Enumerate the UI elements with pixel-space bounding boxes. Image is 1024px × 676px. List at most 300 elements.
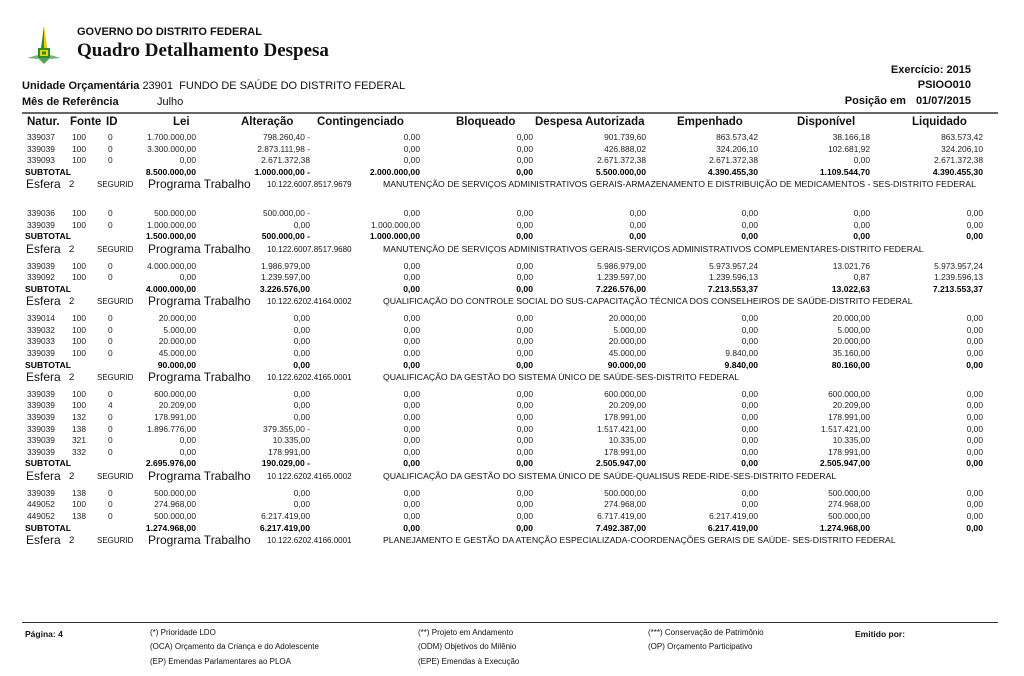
cell-despesa-autorizada: 500.000,00 <box>604 487 646 498</box>
cell-disponivel: 38.166,18 <box>832 132 870 142</box>
cell-contingenciado: 1.000.000,00 <box>371 219 420 230</box>
programa-trabalho-label: Programa Trabalho <box>148 294 251 309</box>
cell-fonte: 138 <box>72 487 86 498</box>
cell-despesa-autorizada: 274.968,00 <box>604 499 646 510</box>
table-row <box>0 447 1024 458</box>
cell-id: 0 <box>108 423 113 434</box>
cell-fonte: 100 <box>72 400 86 411</box>
cell-lei: 500.000,00 <box>154 487 196 498</box>
table-row <box>0 488 1024 499</box>
cell-alteracao: 0,00 <box>293 347 310 358</box>
programa-code: 10.122.6202.4165.0001 <box>267 372 352 382</box>
legend-item: (ODM) Objetivos do Milênio <box>418 642 517 651</box>
cell-bloqueado: 0,00 <box>516 132 533 142</box>
cell-alteracao: 1.986.979,00 <box>261 260 310 271</box>
subtotal-lei: 4.000.000,00 <box>145 283 196 294</box>
cell-bloqueado: 0,00 <box>516 388 533 399</box>
cell-disponivel: 500.000,00 <box>828 487 870 498</box>
cell-empenhado: 0,00 <box>741 388 758 399</box>
gdf-logo-icon <box>27 26 61 66</box>
cell-id: 0 <box>108 272 113 283</box>
cell-id: 0 <box>108 208 113 219</box>
cell-liquidado: 0,00 <box>966 347 983 358</box>
cell-disponivel: 1.517.421,00 <box>821 423 870 434</box>
cell-empenhado: 6.217.419,00 <box>709 510 758 521</box>
esfera-label: Esfera <box>26 468 61 483</box>
cell-despesa-autorizada: 20.209,00 <box>608 400 646 411</box>
cell-natur: 339093 <box>27 155 55 166</box>
cell-disponivel: 178.991,00 <box>828 412 870 422</box>
cell-bloqueado: 0,00 <box>516 313 533 324</box>
cell-despesa-autorizada: 45.000,00 <box>608 347 646 358</box>
subtotal-label: SUBTOTAL <box>25 522 71 533</box>
col-disponivel: Disponível <box>797 116 856 128</box>
cell-empenhado: 2.671.372,38 <box>709 155 758 166</box>
subtotal-empenhado: 9.840,00 <box>724 359 758 370</box>
legend-item: (OP) Orçamento Participativo <box>648 642 753 651</box>
table-row <box>0 412 1024 423</box>
col-bloqueado: Bloqueado <box>456 116 516 128</box>
cell-empenhado: 0,00 <box>741 487 758 498</box>
cell-despesa-autorizada: 178.991,00 <box>604 412 646 422</box>
subtotal-empenhado: 0,00 <box>741 458 758 469</box>
cell-natur: 339039 <box>27 260 55 271</box>
subtotal-alteracao: 190.029,00 - <box>261 458 310 469</box>
cell-bloqueado: 0,00 <box>516 435 533 446</box>
unidade-name: FUNDO DE SAÚDE DO DISTRITO FEDERAL <box>179 80 406 92</box>
report-code: PSIOO010 <box>917 79 971 91</box>
cell-natur: 449052 <box>27 510 55 521</box>
cell-natur: 339039 <box>27 400 55 411</box>
cell-bloqueado: 0,00 <box>516 400 533 411</box>
cell-disponivel: 178.991,00 <box>828 446 870 457</box>
subtotal-lei: 1.274.968,00 <box>145 522 196 533</box>
subtotal-bloqueado: 0,00 <box>516 231 533 242</box>
table-row <box>0 348 1024 359</box>
table-row <box>0 220 1024 231</box>
cell-fonte: 100 <box>72 219 86 230</box>
subtotal-empenhado: 6.217.419,00 <box>707 522 758 533</box>
cell-lei: 45.000,00 <box>158 347 196 358</box>
cell-natur: 339039 <box>27 388 55 399</box>
cell-empenhado: 863.573,42 <box>716 132 758 142</box>
cell-despesa-autorizada: 426.888,02 <box>604 143 646 154</box>
cell-despesa-autorizada: 1.239.597,00 <box>597 272 646 283</box>
subtotal-bloqueado: 0,00 <box>516 166 533 177</box>
cell-alteracao: 798.260,40 - <box>262 132 310 142</box>
cell-disponivel: 600.000,00 <box>828 388 870 399</box>
cell-contingenciado: 0,00 <box>403 499 420 510</box>
cell-fonte: 100 <box>72 260 86 271</box>
programa-description: QUALIFICAÇÃO DO CONTROLE SOCIAL DO SUS-CAPACITAÇÃO TÉCNICA DOS CONSELHEIROS DE SAÚDE-DISTRITO FEDERAL <box>383 296 913 307</box>
subtotal-bloqueado: 0,00 <box>516 283 533 294</box>
cell-bloqueado: 0,00 <box>516 260 533 271</box>
mes-referencia <box>22 96 184 108</box>
esfera-label: Esfera <box>26 532 61 547</box>
cell-lei: 4.000.000,00 <box>147 260 196 271</box>
subtotal-disponivel: 1.274.968,00 <box>819 522 870 533</box>
col-id: ID <box>106 116 118 128</box>
legend-item: (EP) Emendas Parlamentares ao PLOA <box>150 657 291 666</box>
cell-lei: 20.000,00 <box>158 336 196 347</box>
cell-contingenciado: 0,00 <box>403 208 420 219</box>
cell-fonte: 138 <box>72 423 86 434</box>
subtotal-label: SUBTOTAL <box>25 359 71 370</box>
cell-natur: 339039 <box>27 435 55 446</box>
cell-despesa-autorizada: 2.671.372,38 <box>597 155 646 166</box>
cell-contingenciado: 0,00 <box>403 435 420 446</box>
legend-item: (EPE) Emendas à Execução <box>418 657 520 666</box>
cell-liquidado: 324.206,10 <box>941 143 983 154</box>
cell-despesa-autorizada: 6.717.419,00 <box>597 510 646 521</box>
cell-contingenciado: 0,00 <box>403 260 420 271</box>
cell-bloqueado: 0,00 <box>516 272 533 283</box>
cell-alteracao: 2.671.372,38 <box>261 155 310 166</box>
esfera-label: Esfera <box>26 241 61 256</box>
esfera-segment: SEGURID <box>97 180 134 190</box>
cell-fonte: 100 <box>72 499 86 510</box>
emitido-por: Emitido por: <box>855 629 906 639</box>
subtotal-contingenciado: 0,00 <box>403 522 420 533</box>
cell-lei: 600.000,00 <box>154 388 196 399</box>
cell-alteracao: 0,00 <box>293 412 310 422</box>
subtotal-liquidado: 0,00 <box>966 231 983 242</box>
cell-fonte: 100 <box>72 388 86 399</box>
subtotal-disponivel: 1.109.544,70 <box>819 166 870 177</box>
cell-natur: 339039 <box>27 412 55 422</box>
subtotal-despesa-autorizada: 2.505.947,00 <box>595 458 646 469</box>
cell-liquidado: 0,00 <box>966 313 983 324</box>
cell-disponivel: 35.160,00 <box>832 347 870 358</box>
cell-id: 0 <box>108 260 113 271</box>
cell-despesa-autorizada: 5.000,00 <box>613 324 646 335</box>
esfera-number: 2 <box>69 470 75 482</box>
cell-liquidado: 0,00 <box>966 208 983 219</box>
esfera-number: 2 <box>69 534 75 546</box>
cell-id: 0 <box>108 336 113 347</box>
cell-id: 0 <box>108 143 113 154</box>
posicao-label: Posição em <box>844 95 906 107</box>
cell-lei: 500.000,00 <box>154 510 196 521</box>
cell-bloqueado: 0,00 <box>516 324 533 335</box>
cell-alteracao: 1.239.597,00 <box>261 272 310 283</box>
cell-despesa-autorizada: 0,00 <box>629 208 646 219</box>
subtotal-label: SUBTOTAL <box>25 231 71 242</box>
cell-id: 0 <box>108 412 113 422</box>
cell-empenhado: 0,00 <box>741 208 758 219</box>
programa-code: 10.122.6007.8517.9679 <box>267 180 352 190</box>
cell-fonte: 132 <box>72 412 86 422</box>
subtotal-liquidado: 0,00 <box>966 359 983 370</box>
subtotal-lei: 8.500.000,00 <box>145 166 196 177</box>
subtotal-label: SUBTOTAL <box>25 166 71 177</box>
subtotal-contingenciado: 0,00 <box>403 359 420 370</box>
col-alteracao: Alteração <box>241 116 294 128</box>
subtotal-lei: 90.000,00 <box>157 359 196 370</box>
cell-bloqueado: 0,00 <box>516 219 533 230</box>
esfera-number: 2 <box>69 371 75 383</box>
cell-lei: 1.896.776,00 <box>147 423 196 434</box>
cell-fonte: 100 <box>72 272 86 283</box>
cell-despesa-autorizada: 20.000,00 <box>608 336 646 347</box>
subtotal-alteracao: 3.226.576,00 <box>259 283 310 294</box>
esfera-segment: SEGURID <box>97 372 134 382</box>
cell-alteracao: 2.873.111,98 - <box>257 143 310 154</box>
cell-id: 0 <box>108 487 113 498</box>
page-value: 4 <box>58 629 63 639</box>
cell-alteracao: 178.991,00 <box>268 446 310 457</box>
cell-alteracao: 0,00 <box>293 400 310 411</box>
subtotal-alteracao: 6.217.419,00 <box>259 522 310 533</box>
cell-disponivel: 0,00 <box>853 155 870 166</box>
programa-description: QUALIFICAÇÃO DA GESTÃO DO SISTEMA ÚNICO DE SAÚDE-QUALISUS REDE-RIDE-SES-DISTRITO FEDERAL <box>383 470 837 481</box>
subtotal-label: SUBTOTAL <box>25 283 71 294</box>
cell-alteracao: 0,00 <box>293 336 310 347</box>
subtotal-empenhado: 4.390.455,30 <box>707 166 758 177</box>
cell-id: 0 <box>108 446 113 457</box>
programa-trabalho-label: Programa Trabalho <box>148 369 251 384</box>
cell-empenhado: 9.840,00 <box>725 347 758 358</box>
cell-id: 0 <box>108 132 113 142</box>
cell-contingenciado: 0,00 <box>403 155 420 166</box>
cell-contingenciado: 0,00 <box>403 347 420 358</box>
cell-alteracao: 379.355,00 - <box>262 423 310 434</box>
subtotal-empenhado: 0,00 <box>741 231 758 242</box>
cell-alteracao: 0,00 <box>293 388 310 399</box>
subtotal-bloqueado: 0,00 <box>516 458 533 469</box>
cell-disponivel: 274.968,00 <box>828 499 870 510</box>
col-fonte: Fonte <box>70 116 102 128</box>
esfera-segment: SEGURID <box>97 244 134 254</box>
cell-bloqueado: 0,00 <box>516 155 533 166</box>
cell-contingenciado: 0,00 <box>403 324 420 335</box>
cell-lei: 274.968,00 <box>154 499 196 510</box>
cell-despesa-autorizada: 600.000,00 <box>604 388 646 399</box>
cell-liquidado: 0,00 <box>966 324 983 335</box>
cell-disponivel: 10.335,00 <box>832 435 870 446</box>
legend-item: (***) Conservação de Patrimônio <box>648 628 764 637</box>
mes-value: Julho <box>157 96 184 108</box>
cell-despesa-autorizada: 901.739,60 <box>604 132 646 142</box>
programa-trabalho-label: Programa Trabalho <box>148 468 251 483</box>
cell-contingenciado: 0,00 <box>403 510 420 521</box>
subtotal-bloqueado: 0,00 <box>516 522 533 533</box>
cell-id: 0 <box>108 499 113 510</box>
esfera-segment: SEGURID <box>97 471 134 481</box>
table-row <box>0 389 1024 400</box>
cell-contingenciado: 0,00 <box>403 313 420 324</box>
cell-fonte: 100 <box>72 208 86 219</box>
table-row <box>0 499 1024 510</box>
cell-disponivel: 5.000,00 <box>837 324 870 335</box>
unidade-orcamentaria <box>22 80 405 92</box>
cell-lei: 1.000.000,00 <box>147 219 196 230</box>
esfera-number: 2 <box>69 243 75 255</box>
cell-disponivel: 500.000,00 <box>828 510 870 521</box>
cell-bloqueado: 0,00 <box>516 208 533 219</box>
cell-lei: 1.700.000,00 <box>147 132 196 142</box>
legend-item: (OCA) Orçamento da Criança e do Adolescente <box>150 642 319 651</box>
cell-disponivel: 0,87 <box>853 272 870 283</box>
page-label: Página: <box>25 629 56 639</box>
cell-fonte: 332 <box>72 446 86 457</box>
exercicio: Exercício: 2015 <box>890 64 971 76</box>
cell-contingenciado: 0,00 <box>403 143 420 154</box>
col-contingenciado: Contingenciado <box>317 116 404 128</box>
cell-natur: 339039 <box>27 143 55 154</box>
cell-liquidado: 0,00 <box>966 412 983 422</box>
cell-contingenciado: 0,00 <box>403 487 420 498</box>
cell-despesa-autorizada: 0,00 <box>629 219 646 230</box>
cell-empenhado: 0,00 <box>741 435 758 446</box>
programa-trabalho-label: Programa Trabalho <box>148 177 251 192</box>
table-row <box>0 435 1024 446</box>
page-number <box>25 629 63 639</box>
cell-fonte: 100 <box>72 324 86 335</box>
footer-divider <box>22 622 998 623</box>
subtotal-liquidado: 4.390.455,30 <box>932 166 983 177</box>
cell-id: 0 <box>108 155 113 166</box>
cell-liquidado: 5.973.957,24 <box>934 260 983 271</box>
subtotal-despesa-autorizada: 90.000,00 <box>607 359 646 370</box>
programa-code: 10.122.6202.4165.0002 <box>267 471 352 481</box>
cell-empenhado: 1.239.596,13 <box>709 272 758 283</box>
subtotal-bloqueado: 0,00 <box>516 359 533 370</box>
cell-natur: 449052 <box>27 499 55 510</box>
table-row <box>0 313 1024 324</box>
cell-fonte: 138 <box>72 510 86 521</box>
cell-lei: 0,00 <box>179 272 196 283</box>
cell-disponivel: 20.000,00 <box>832 313 870 324</box>
subtotal-contingenciado: 0,00 <box>403 283 420 294</box>
subtotal-despesa-autorizada: 5.500.000,00 <box>595 166 646 177</box>
cell-lei: 500.000,00 <box>154 208 196 219</box>
cell-disponivel: 0,00 <box>853 219 870 230</box>
cell-liquidado: 0,00 <box>966 487 983 498</box>
cell-liquidado: 0,00 <box>966 435 983 446</box>
cell-empenhado: 324.206,10 <box>716 143 758 154</box>
subtotal-disponivel: 0,00 <box>853 231 870 242</box>
subtotal-despesa-autorizada: 7.226.576,00 <box>595 283 646 294</box>
cell-disponivel: 20.000,00 <box>832 336 870 347</box>
subtotal-contingenciado: 2.000.000,00 <box>369 166 420 177</box>
cell-bloqueado: 0,00 <box>516 423 533 434</box>
cell-despesa-autorizada: 20.000,00 <box>608 313 646 324</box>
cell-contingenciado: 0,00 <box>403 132 420 142</box>
cell-empenhado: 5.973.957,24 <box>709 260 758 271</box>
cell-contingenciado: 0,00 <box>403 412 420 422</box>
posicao <box>845 95 971 107</box>
cell-lei: 0,00 <box>179 435 196 446</box>
cell-fonte: 100 <box>72 155 86 166</box>
cell-empenhado: 0,00 <box>741 400 758 411</box>
cell-bloqueado: 0,00 <box>516 510 533 521</box>
cell-id: 4 <box>108 400 113 411</box>
cell-natur: 339032 <box>27 324 55 335</box>
cell-liquidado: 0,00 <box>966 388 983 399</box>
cell-natur: 339037 <box>27 132 55 142</box>
cell-liquidado: 0,00 <box>966 499 983 510</box>
programa-trabalho-label: Programa Trabalho <box>148 532 251 547</box>
cell-liquidado: 0,00 <box>966 336 983 347</box>
cell-despesa-autorizada: 10.335,00 <box>608 435 646 446</box>
table-row <box>0 424 1024 435</box>
subtotal-liquidado: 0,00 <box>966 458 983 469</box>
cell-despesa-autorizada: 5.986.979,00 <box>597 260 646 271</box>
cell-liquidado: 2.671.372,38 <box>934 155 983 166</box>
programa-description: MANUTENÇÃO DE SERVIÇOS ADMINISTRATIVOS GERAIS-ARMAZENAMENTO E DISTRIBUIÇÃO DE MEDICAMENTOS - SES-DISTRITO FEDERAL <box>383 179 976 190</box>
cell-contingenciado: 0,00 <box>403 400 420 411</box>
table-row <box>0 511 1024 522</box>
cell-fonte: 100 <box>72 313 86 324</box>
legend-item: (**) Projeto em Andamento <box>418 628 514 637</box>
cell-natur: 339092 <box>27 272 55 283</box>
subtotal-despesa-autorizada: 7.492.387,00 <box>595 522 646 533</box>
table-row <box>0 155 1024 166</box>
cell-bloqueado: 0,00 <box>516 446 533 457</box>
cell-natur: 339033 <box>27 336 55 347</box>
cell-alteracao: 0,00 <box>293 324 310 335</box>
cell-lei: 3.300.000,00 <box>147 143 196 154</box>
cell-lei: 0,00 <box>179 446 196 457</box>
subtotal-disponivel: 2.505.947,00 <box>819 458 870 469</box>
col-lei: Lei <box>173 116 190 128</box>
table-row <box>0 400 1024 411</box>
esfera-segment: SEGURID <box>97 297 134 307</box>
cell-liquidado: 0,00 <box>966 219 983 230</box>
cell-liquidado: 0,00 <box>966 423 983 434</box>
cell-fonte: 100 <box>72 336 86 347</box>
table-row <box>0 272 1024 283</box>
cell-bloqueado: 0,00 <box>516 143 533 154</box>
cell-id: 0 <box>108 510 113 521</box>
cell-liquidado: 0,00 <box>966 400 983 411</box>
cell-liquidado: 1.239.596,13 <box>934 272 983 283</box>
cell-disponivel: 0,00 <box>853 208 870 219</box>
table-row <box>0 261 1024 272</box>
esfera-label: Esfera <box>26 294 61 309</box>
mes-label: Mês de Referência <box>22 96 119 108</box>
cell-id: 0 <box>108 313 113 324</box>
cell-bloqueado: 0,00 <box>516 487 533 498</box>
cell-empenhado: 0,00 <box>741 336 758 347</box>
cell-bloqueado: 0,00 <box>516 336 533 347</box>
subtotal-lei: 2.695.976,00 <box>145 458 196 469</box>
cell-lei: 5.000,00 <box>163 324 196 335</box>
programa-description: PLANEJAMENTO E GESTÃO DA ATENÇÃO ESPECIALIZADA-COORDENAÇÕES GERAIS DE SAÚDE- SES-DISTRITO FEDERAL <box>383 534 896 545</box>
cell-id: 0 <box>108 219 113 230</box>
subtotal-disponivel: 13.022,63 <box>831 283 870 294</box>
cell-lei: 20.000,00 <box>158 313 196 324</box>
unidade-label: Unidade Orçamentária <box>22 80 140 92</box>
cell-natur: 339036 <box>27 208 55 219</box>
unidade-code: 23901 <box>142 80 174 92</box>
cell-contingenciado: 0,00 <box>403 272 420 283</box>
programa-code: 10.122.6202.4164.0002 <box>267 297 352 307</box>
programa-description: MANUTENÇÃO DE SERVIÇOS ADMINISTRATIVOS GERAIS-SERVIÇOS ADMINISTRATIVOS COMPLEMENTARES-DISTRITO FEDERAL <box>383 243 924 254</box>
subtotal-contingenciado: 0,00 <box>403 458 420 469</box>
cell-bloqueado: 0,00 <box>516 412 533 422</box>
subtotal-alteracao: 1.000.000,00 - <box>254 166 310 177</box>
col-empenhado: Empenhado <box>677 116 743 128</box>
subtotal-liquidado: 0,00 <box>966 522 983 533</box>
cell-empenhado: 0,00 <box>741 324 758 335</box>
cell-contingenciado: 0,00 <box>403 336 420 347</box>
cell-disponivel: 20.209,00 <box>832 400 870 411</box>
col-liquidado: Liquidado <box>912 116 967 128</box>
esfera-segment: SEGURID <box>97 535 134 545</box>
subtotal-contingenciado: 1.000.000,00 <box>369 231 420 242</box>
